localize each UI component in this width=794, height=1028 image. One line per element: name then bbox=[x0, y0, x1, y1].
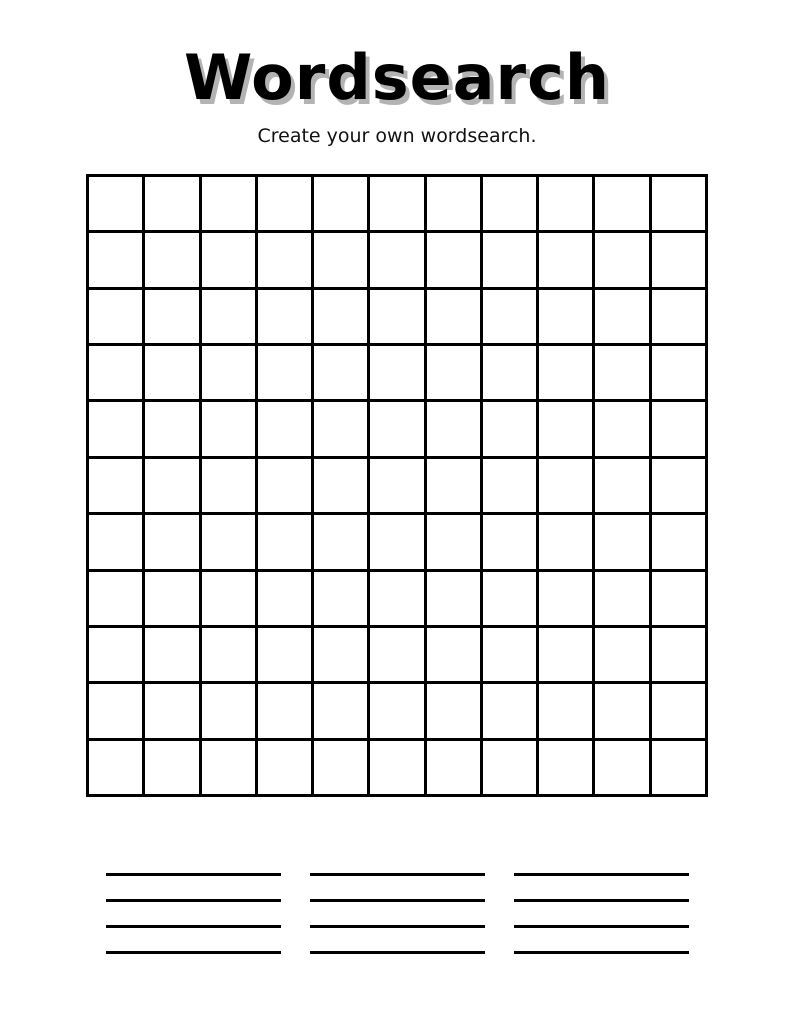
grid-cell bbox=[258, 741, 314, 797]
grid-cell bbox=[89, 741, 145, 797]
word-blank-line bbox=[514, 873, 689, 876]
grid-cell bbox=[539, 290, 595, 346]
grid-cell bbox=[652, 628, 708, 684]
grid-cell bbox=[595, 628, 651, 684]
grid-cell bbox=[595, 459, 651, 515]
grid-cell bbox=[202, 741, 258, 797]
grid-cell bbox=[202, 402, 258, 458]
grid-cell bbox=[89, 346, 145, 402]
grid-cell bbox=[258, 233, 314, 289]
grid-cell bbox=[595, 233, 651, 289]
grid-cell bbox=[427, 346, 483, 402]
grid-cell bbox=[314, 459, 370, 515]
word-blank-line bbox=[514, 899, 689, 902]
grid-cell bbox=[89, 459, 145, 515]
grid-cell bbox=[595, 515, 651, 571]
grid-cell bbox=[202, 572, 258, 628]
grid-cell bbox=[370, 402, 426, 458]
grid-cell bbox=[89, 290, 145, 346]
grid-cell bbox=[202, 346, 258, 402]
grid-cell bbox=[145, 346, 201, 402]
grid-cell bbox=[145, 233, 201, 289]
grid-cell bbox=[314, 402, 370, 458]
grid-cell bbox=[539, 233, 595, 289]
grid-cell bbox=[370, 515, 426, 571]
grid-cell bbox=[595, 684, 651, 740]
word-blank-line bbox=[106, 925, 281, 928]
page-title: Wordsearch bbox=[184, 41, 610, 114]
grid-cell bbox=[258, 346, 314, 402]
grid-cell bbox=[595, 402, 651, 458]
grid-cell bbox=[427, 290, 483, 346]
grid-cell bbox=[652, 459, 708, 515]
grid-cell bbox=[539, 741, 595, 797]
grid-cell bbox=[258, 628, 314, 684]
word-blank-line bbox=[106, 951, 281, 954]
grid-cell bbox=[652, 515, 708, 571]
grid-cell bbox=[539, 684, 595, 740]
grid-cell bbox=[145, 684, 201, 740]
grid-cell bbox=[145, 290, 201, 346]
grid-cell bbox=[89, 684, 145, 740]
grid-cell bbox=[314, 346, 370, 402]
grid-cell bbox=[427, 684, 483, 740]
grid-cell bbox=[652, 572, 708, 628]
grid-cell bbox=[258, 684, 314, 740]
grid-cell bbox=[483, 346, 539, 402]
grid-cell bbox=[202, 628, 258, 684]
grid-cell bbox=[314, 572, 370, 628]
grid-cell bbox=[539, 177, 595, 233]
grid-cell bbox=[652, 233, 708, 289]
grid-cell bbox=[314, 233, 370, 289]
word-blank-line bbox=[514, 925, 689, 928]
word-blank-line bbox=[310, 873, 485, 876]
grid-cell bbox=[370, 177, 426, 233]
grid-cell bbox=[652, 402, 708, 458]
grid-cell bbox=[483, 684, 539, 740]
grid-cell bbox=[595, 741, 651, 797]
grid-cell bbox=[202, 684, 258, 740]
grid-cell bbox=[145, 572, 201, 628]
grid-cell bbox=[89, 233, 145, 289]
word-blank-line bbox=[514, 951, 689, 954]
grid-cell bbox=[258, 572, 314, 628]
grid-cell bbox=[539, 346, 595, 402]
grid-cell bbox=[258, 402, 314, 458]
grid-cell bbox=[652, 684, 708, 740]
grid-cell bbox=[652, 741, 708, 797]
grid-cell bbox=[483, 741, 539, 797]
wordsearch-grid bbox=[86, 174, 708, 797]
grid-cell bbox=[595, 572, 651, 628]
grid-cell bbox=[652, 346, 708, 402]
grid-cell bbox=[314, 515, 370, 571]
grid-cell bbox=[483, 515, 539, 571]
grid-cell bbox=[145, 177, 201, 233]
grid-cell bbox=[595, 290, 651, 346]
grid-cell bbox=[314, 290, 370, 346]
grid-cell bbox=[202, 177, 258, 233]
grid-cell bbox=[370, 684, 426, 740]
grid-cell bbox=[258, 459, 314, 515]
grid-cell bbox=[258, 290, 314, 346]
grid-cell bbox=[202, 515, 258, 571]
grid-cell bbox=[539, 628, 595, 684]
grid-cell bbox=[483, 402, 539, 458]
grid-cell bbox=[427, 741, 483, 797]
grid-cell bbox=[652, 290, 708, 346]
grid-cell bbox=[145, 741, 201, 797]
grid-cell bbox=[370, 628, 426, 684]
grid-cell bbox=[427, 177, 483, 233]
grid-cell bbox=[258, 177, 314, 233]
grid-cell bbox=[483, 177, 539, 233]
grid-cell bbox=[370, 459, 426, 515]
grid-cell bbox=[89, 515, 145, 571]
grid-cell bbox=[483, 233, 539, 289]
grid-cell bbox=[427, 233, 483, 289]
grid-cell bbox=[202, 233, 258, 289]
grid-cell bbox=[370, 572, 426, 628]
grid-cell bbox=[314, 628, 370, 684]
word-blank-line bbox=[106, 899, 281, 902]
grid-cell bbox=[89, 177, 145, 233]
word-blank-line bbox=[310, 951, 485, 954]
word-blank-line bbox=[310, 899, 485, 902]
grid-cell bbox=[258, 515, 314, 571]
grid-cell bbox=[202, 459, 258, 515]
grid-cell bbox=[202, 290, 258, 346]
grid-cell bbox=[427, 459, 483, 515]
grid-cell bbox=[145, 515, 201, 571]
grid-cell bbox=[539, 402, 595, 458]
grid-cell bbox=[314, 684, 370, 740]
grid-cell bbox=[427, 515, 483, 571]
grid-cell bbox=[483, 572, 539, 628]
grid-cell bbox=[427, 572, 483, 628]
word-blank-line bbox=[310, 925, 485, 928]
grid-cell bbox=[145, 402, 201, 458]
grid-cell bbox=[539, 515, 595, 571]
grid-cell bbox=[89, 572, 145, 628]
grid-cell bbox=[370, 741, 426, 797]
word-list-area bbox=[106, 873, 688, 957]
grid-cell bbox=[370, 346, 426, 402]
grid-cell bbox=[427, 628, 483, 684]
grid-cell bbox=[539, 459, 595, 515]
grid-cell bbox=[314, 177, 370, 233]
grid-cell bbox=[370, 290, 426, 346]
grid-cell bbox=[483, 290, 539, 346]
grid-cell bbox=[370, 233, 426, 289]
grid-cell bbox=[595, 346, 651, 402]
page-subtitle: Create your own wordsearch. bbox=[257, 125, 537, 147]
grid-cell bbox=[314, 741, 370, 797]
grid-cell bbox=[145, 459, 201, 515]
grid-cell bbox=[483, 459, 539, 515]
grid-cell bbox=[145, 628, 201, 684]
grid-cell bbox=[652, 177, 708, 233]
grid-cell bbox=[483, 628, 539, 684]
grid-cell bbox=[595, 177, 651, 233]
grid-cell bbox=[89, 402, 145, 458]
grid-cell bbox=[427, 402, 483, 458]
word-blank-line bbox=[106, 873, 281, 876]
grid-cell bbox=[539, 572, 595, 628]
grid-cell bbox=[89, 628, 145, 684]
